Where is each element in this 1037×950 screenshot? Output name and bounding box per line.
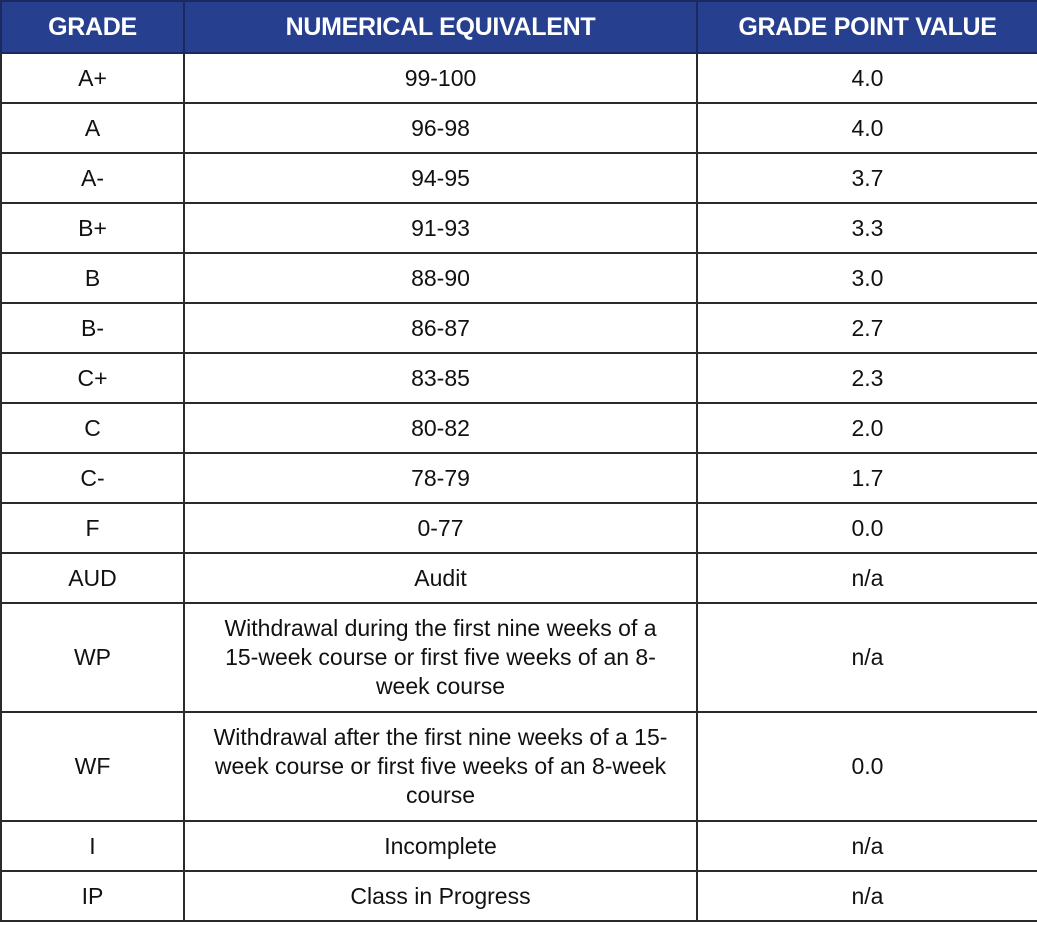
header-grade-point-value: GRADE POINT VALUE xyxy=(697,1,1037,53)
numerical-cell xyxy=(184,603,697,712)
grade-cell: F xyxy=(1,503,184,553)
grade-cell: B xyxy=(1,253,184,303)
table-row xyxy=(1,553,1037,603)
table-row xyxy=(1,303,1037,353)
points-cell: n/a xyxy=(697,821,1037,871)
numerical-cell: 86-87 xyxy=(184,303,697,353)
points-cell: 1.7 xyxy=(697,453,1037,503)
grade-cell: C+ xyxy=(1,353,184,403)
numerical-cell: 96-98 xyxy=(184,103,697,153)
numerical-cell: 88-90 xyxy=(184,253,697,303)
points-cell: 3.0 xyxy=(697,253,1037,303)
table-row xyxy=(1,403,1037,453)
table-row xyxy=(1,203,1037,253)
grade-cell: AUD xyxy=(1,553,184,603)
numerical-cell: 0-77 xyxy=(184,503,697,553)
numerical-cell: Class in Progress xyxy=(184,871,697,921)
numerical-cell: Incomplete xyxy=(184,821,697,871)
table-row xyxy=(1,503,1037,553)
table-row xyxy=(1,712,1037,821)
grade-cell: I xyxy=(1,821,184,871)
table-row xyxy=(1,353,1037,403)
table-row xyxy=(1,453,1037,503)
header-grade: GRADE xyxy=(1,1,184,53)
numerical-cell xyxy=(184,712,697,821)
points-cell: 3.3 xyxy=(697,203,1037,253)
numerical-cell: 83-85 xyxy=(184,353,697,403)
grade-cell: C- xyxy=(1,453,184,503)
header-numerical-equivalent: NUMERICAL EQUIVALENT xyxy=(184,1,697,53)
points-cell: n/a xyxy=(697,553,1037,603)
points-cell: 2.0 xyxy=(697,403,1037,453)
numerical-text: Withdrawal during the first nine weeks of a 15-week course or first five weeks of an 8-week course xyxy=(224,615,657,699)
numerical-cell: 94-95 xyxy=(184,153,697,203)
grade-cell: A xyxy=(1,103,184,153)
numerical-text: Withdrawal after the first nine weeks of a 15-week course or first five weeks of an 8-week course xyxy=(213,724,668,808)
table-row xyxy=(1,103,1037,153)
points-cell: 0.0 xyxy=(697,503,1037,553)
grade-cell: A- xyxy=(1,153,184,203)
points-cell: n/a xyxy=(697,603,1037,712)
grade-cell: IP xyxy=(1,871,184,921)
points-cell: 4.0 xyxy=(697,53,1037,103)
table-row xyxy=(1,253,1037,303)
points-cell: 0.0 xyxy=(697,712,1037,821)
numerical-cell: Audit xyxy=(184,553,697,603)
numerical-cell: 80-82 xyxy=(184,403,697,453)
points-cell: 2.3 xyxy=(697,353,1037,403)
points-cell: 3.7 xyxy=(697,153,1037,203)
grade-cell: B- xyxy=(1,303,184,353)
grade-cell: C xyxy=(1,403,184,453)
numerical-cell: 78-79 xyxy=(184,453,697,503)
points-cell: 4.0 xyxy=(697,103,1037,153)
numerical-cell: 99-100 xyxy=(184,53,697,103)
table-row xyxy=(1,53,1037,103)
table-row xyxy=(1,603,1037,712)
points-cell: 2.7 xyxy=(697,303,1037,353)
table-row xyxy=(1,153,1037,203)
grade-cell: A+ xyxy=(1,53,184,103)
points-cell: n/a xyxy=(697,871,1037,921)
grade-cell: WF xyxy=(1,712,184,821)
table-row xyxy=(1,821,1037,871)
table-row xyxy=(1,871,1037,921)
grade-cell: WP xyxy=(1,603,184,712)
grade-cell: B+ xyxy=(1,203,184,253)
numerical-cell: 91-93 xyxy=(184,203,697,253)
header-row xyxy=(1,1,1037,53)
